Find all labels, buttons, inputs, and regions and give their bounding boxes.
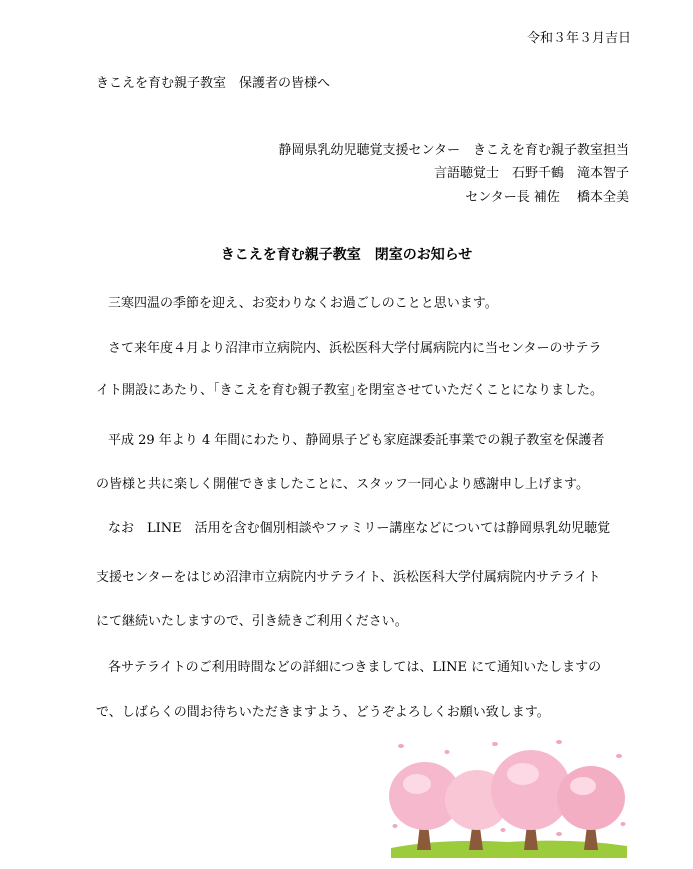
body-line: 支援センターをはじめ沼津市立病院内サテライト、浜松医科大学付属病院内サテライト bbox=[96, 570, 601, 585]
body-line: 三寒四温の季節を迎え、お変わりなくお過ごしのことと思います。 bbox=[108, 296, 498, 311]
sender-therapists: 言語聴覚士 石野千鶴 滝本智子 bbox=[433, 166, 629, 181]
sender-organization: 静岡県乳幼児聴覚支援センター きこえを育む親子教室担当 bbox=[278, 143, 629, 158]
body-line: にて継続いたしますので、引き続きご利用ください。 bbox=[96, 614, 408, 629]
sender-director: センター長 補佐 橋本全美 bbox=[465, 190, 629, 205]
body-line: 平成 29 年より 4 年間にわたり、静岡県子ども家庭課委託事業での親子教室を保護者 bbox=[108, 433, 605, 448]
body-line: で、しばらくの間お待ちいただきますよう、どうぞよろしくお願い致します。 bbox=[96, 705, 550, 720]
body-line: の皆様と共に楽しく開催できましたことに、スタッフ一同心より感謝申し上げます。 bbox=[96, 477, 589, 492]
letter-date: 令和３年３月吉日 bbox=[526, 31, 631, 46]
notice-title: きこえを育む親子教室 閉室のお知らせ bbox=[220, 247, 473, 263]
body-line: イト開設にあたり、｢きこえを育む親子教室｣を閉室させていただくことになりました。 bbox=[96, 383, 604, 398]
body-line: 各サテライトのご利用時間などの詳細につきましては、LINE にて通知いたしますの bbox=[108, 660, 602, 675]
tree-canopies bbox=[389, 750, 625, 830]
body-line: さて来年度４月より沼津市立病院内、浜松医科大学付属病院内に当センターのサテラ bbox=[108, 341, 602, 356]
body-line: なお LINE 活用を含む個別相談やファミリー講座などについては静岡県乳幼児聴覚 bbox=[108, 521, 611, 536]
addressee: きこえを育む親子教室 保護者の皆様へ bbox=[96, 76, 331, 91]
cherry-blossom-trees-illustration bbox=[383, 738, 633, 858]
